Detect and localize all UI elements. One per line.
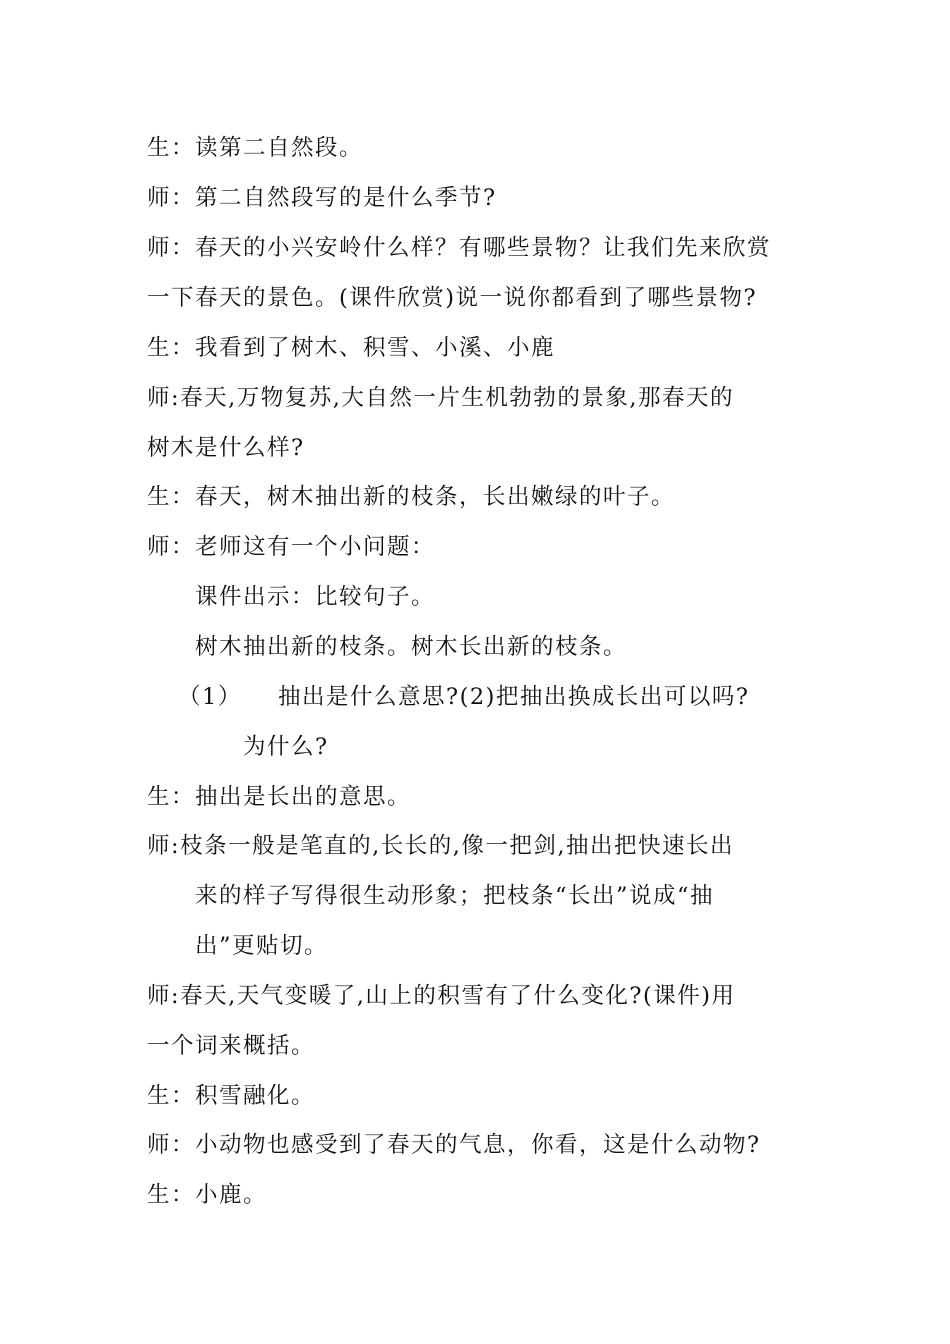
text-line: 生：读第二自然段。	[147, 135, 364, 161]
text-line: 来的样子写得很生动形象；把枝条“长出”说成“抽	[195, 883, 715, 909]
text-line: 生：抽出是长出的意思。	[147, 784, 412, 810]
text-line: 树木是什么样?	[147, 435, 305, 461]
text-line: 生：我看到了树木、积雪、小溪、小鹿	[147, 335, 556, 361]
text-line: 师：第二自然段写的是什么季节?	[147, 185, 497, 211]
text-line: 师：小动物也感受到了春天的气息，你看，这是什么动物?	[147, 1132, 761, 1158]
text-line: 抽出是什么意思?(2)把抽出换成长出可以吗?	[278, 684, 750, 710]
text-line: 师：春天的小兴安岭什么样？有哪些景物？让我们先来欣赏	[147, 235, 772, 261]
text-line: 出”更贴切。	[195, 933, 329, 959]
text-line: 生：春天，树木抽出新的枝条，长出嫩绿的叶子。	[147, 484, 676, 510]
list-marker: （1）	[178, 684, 242, 710]
text-line: 师:枝条一般是笔直的,长长的,像一把剑,抽出把快速长出	[147, 833, 735, 859]
text-line: 生：积雪融化。	[147, 1083, 316, 1109]
text-line: 一下春天的景色。(课件欣赏)说一说你都看到了哪些景物?	[147, 285, 758, 311]
text-line: 师：老师这有一个小问题：	[147, 534, 436, 560]
text-line: 师:春天,万物复苏,大自然一片生机勃勃的景象,那春天的	[147, 385, 735, 411]
text-line: 一个词来概括。	[147, 1033, 316, 1059]
text-line: 课件出示：比较句子。	[195, 584, 436, 610]
text-line: 师:春天,天气变暖了,山上的积雪有了什么变化?(课件)用	[147, 983, 736, 1009]
text-line: 树木抽出新的枝条。树木长出新的枝条。	[195, 634, 628, 660]
text-line: 生：小鹿。	[147, 1182, 268, 1208]
text-line: 为什么?	[243, 734, 329, 760]
